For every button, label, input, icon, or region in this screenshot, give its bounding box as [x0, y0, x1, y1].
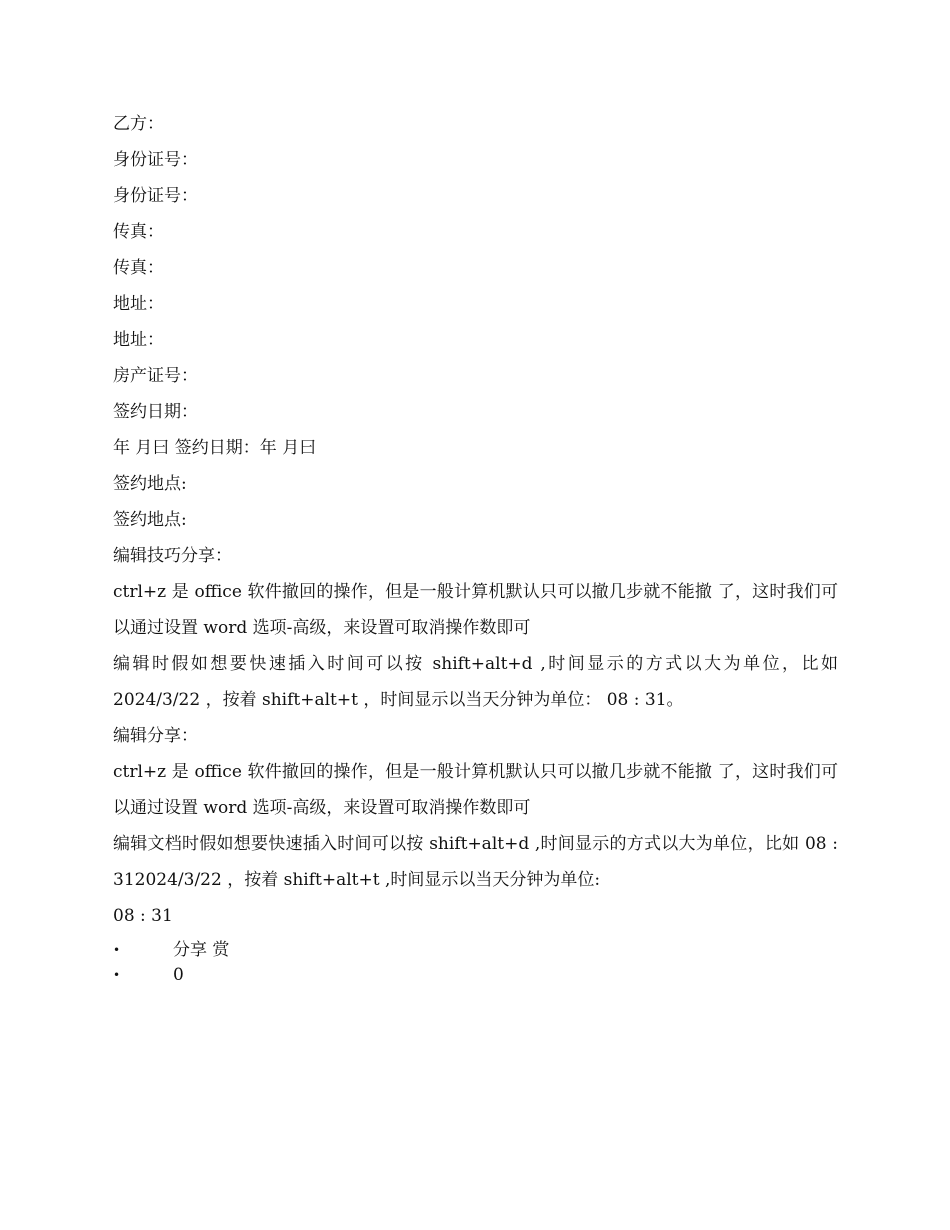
property-cert-label: 房产证号：: [113, 366, 198, 386]
list-item: [113, 938, 838, 963]
id-number-label: 身份证号：: [113, 186, 198, 206]
party-b-label: 乙方：: [113, 114, 164, 134]
signing-date-values: 年 月曰 签约日期：年 月曰: [113, 438, 317, 458]
tip-paragraph-time: 编辑文档时假如想要快速插入时间可以按 shift+alt+d ,时间显示的方式以大为单位，比如 08 : 312024/3/22 ，按着 shift+alt+t ,时间显示以当天分钟为单位:: [113, 834, 838, 890]
fax-label: 传真：: [113, 222, 164, 242]
address-label: 地址：: [113, 330, 164, 350]
document-page: [113, 106, 838, 988]
bullet-icon: •: [113, 943, 121, 957]
bullet-list: [113, 938, 838, 988]
fax-label: 传真：: [113, 258, 164, 278]
time-line: 08 : 31: [113, 906, 173, 926]
section-heading: 编辑分享：: [113, 726, 198, 746]
count-text: 0: [173, 965, 184, 985]
tip-paragraph-undo: ctrl+z 是 office 软件撤回的操作，但是一般计算机默认只可以撤几步就不能撤 了，这时我们可以通过设置 word 选项-高级，来设置可取消操作数即可: [113, 762, 838, 818]
signing-place-label: 签约地点:: [113, 474, 187, 494]
bullet-icon: •: [113, 968, 121, 982]
signing-place-label: 签约地点:: [113, 510, 187, 530]
section-heading: 编辑技巧分享：: [113, 546, 232, 566]
signing-date-label: 签约日期：: [113, 402, 198, 422]
list-item: [113, 963, 838, 988]
address-label: 地址：: [113, 294, 164, 314]
tip-paragraph-time: 编辑时假如想要快速插入时间可以按 shift+alt+d ,时间显示的方式以大为单位，比如 2024/3/22 ，按着 shift+alt+t ，时间显示以当天分钟为单位： 08 : 31。: [113, 654, 838, 710]
tip-paragraph-undo: ctrl+z 是 office 软件撤回的操作，但是一般计算机默认只可以撤几步就不能撤 了，这时我们可以通过设置 word 选项-高级，来设置可取消操作数即可: [113, 582, 838, 638]
share-reward-text: 分享 赏: [173, 940, 230, 960]
id-number-label: 身份证号：: [113, 150, 198, 170]
